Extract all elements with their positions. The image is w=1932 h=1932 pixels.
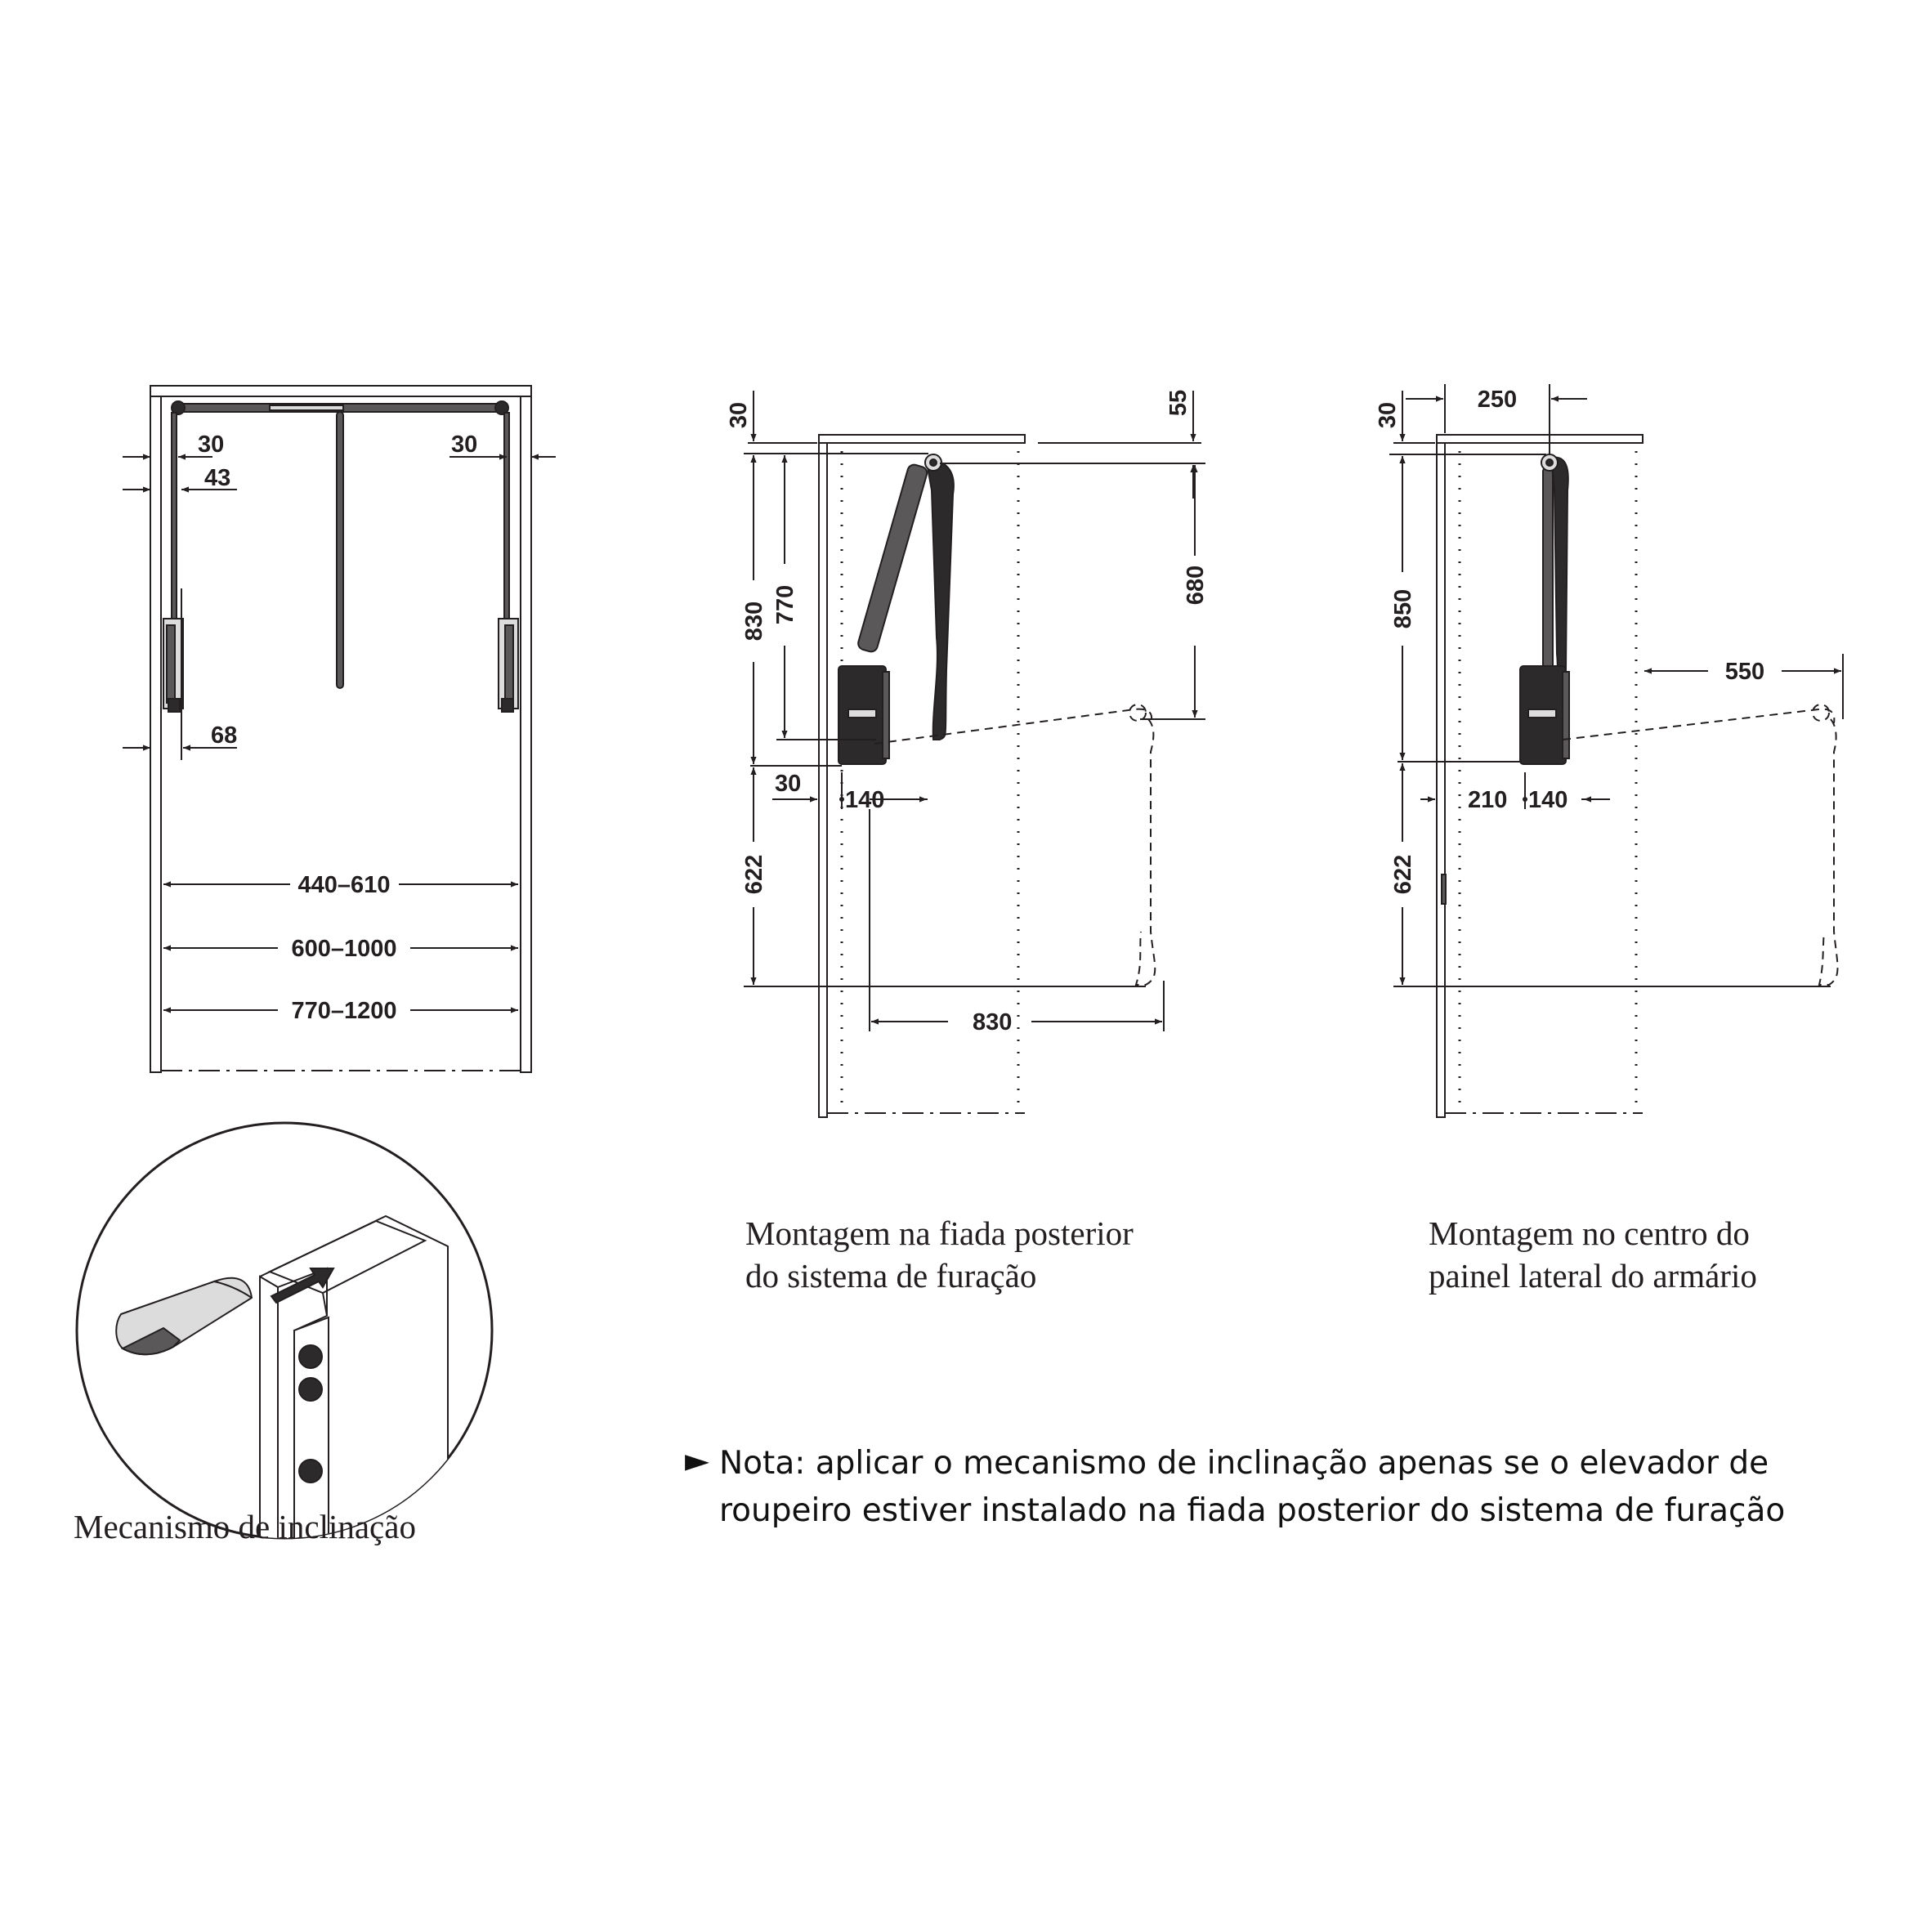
note-marker: ► [685,1442,709,1479]
caption-rear-row-line2: do sistema de furação [745,1257,1037,1295]
dim-front-30-left: 30 [198,432,225,458]
rear-row-view [726,390,1209,1295]
installation-note [685,1442,1785,1529]
rear-row-dimensions [726,390,1209,1035]
dim-center-30-top: 30 [1375,401,1401,429]
dim-front-68: 68 [211,722,238,749]
center-view [1375,384,1843,1295]
front-view [123,386,556,1072]
caption-center-line2: painel lateral do armário [1429,1257,1757,1295]
tilt-mechanism-detail [74,1123,492,1626]
dim-rear-680: 680 [1183,565,1209,606]
note-line2: roupeiro estiver instalado na fiada posterior do sistema de furação [719,1492,1786,1529]
dim-center-850: 850 [1390,588,1416,629]
dim-rear-830-bottom: 830 [973,1009,1013,1035]
caption-center-line1: Montagem no centro do [1429,1214,1750,1252]
dim-rear-140: 140 [845,787,885,813]
dim-rear-55: 55 [1165,389,1192,417]
dim-rear-30-mid: 30 [775,771,802,797]
dim-center-622: 622 [1390,854,1416,895]
dim-rear-622: 622 [741,854,767,895]
dim-center-550: 550 [1724,659,1765,685]
rear-row-lift [839,454,1155,985]
dim-center-210: 210 [1468,787,1508,813]
dim-front-600-1000: 600–1000 [291,936,397,962]
dim-rear-830: 830 [741,601,767,642]
dim-front-43: 43 [204,465,231,491]
dim-center-140: 140 [1528,787,1568,813]
dim-rear-30-top: 30 [726,401,752,429]
center-cabinet [1437,435,1643,1117]
center-lift [1520,454,1838,985]
caption-rear-row-line1: Montagem na fiada posterior [745,1214,1134,1252]
note-line1: Nota: aplicar o mecanismo de inclinação apenas se o elevador de [719,1445,1769,1482]
dim-front-30-right: 30 [451,432,478,458]
dim-center-250: 250 [1477,387,1518,413]
caption-tilt-mechanism: Mecanismo de inclinação [74,1508,416,1545]
dim-front-440-610: 440–610 [297,872,391,898]
dim-front-770-1200: 770–1200 [291,998,397,1024]
dim-rear-770: 770 [772,584,798,625]
